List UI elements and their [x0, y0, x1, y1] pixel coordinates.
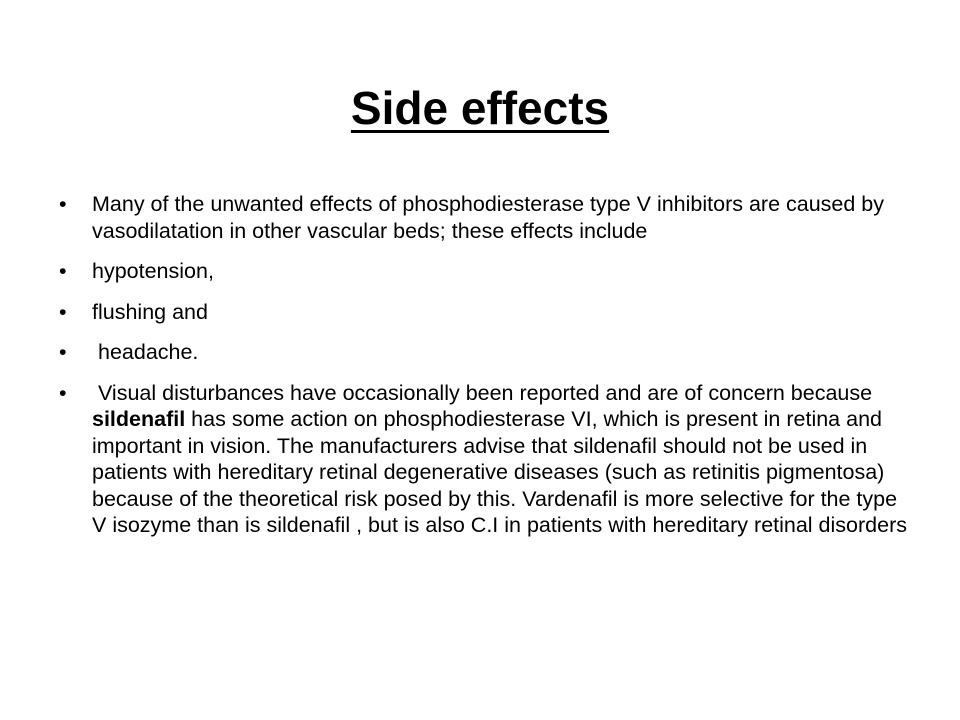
bullet-dot-icon: • [59, 299, 67, 324]
bullet-item [57, 258, 917, 285]
bullet-list [57, 191, 917, 553]
bullet-dot-icon: • [59, 380, 67, 405]
bullet-dot-icon: • [59, 192, 67, 216]
bullet-item [57, 339, 917, 366]
bullet-text-after: has some action on phosphodiesterase VI, which is present in retina and important in vision. The manufacturers advise that sildenafil should not be used in patients with hereditary retinal degenerative diseases (such as retinitis pigmentosa) because of the theoretical risk posed by this. Vardenafil is more selective for the type V isozyme than is sildenafil , but is also C.I in patients with hereditary retinal disorders [92, 407, 907, 537]
bullet-item [57, 380, 917, 539]
slide-title-text: Side effects [350, 82, 610, 134]
bullet-text: flushing and [92, 299, 208, 324]
bullet-bold-term: sildenafil [92, 407, 186, 431]
bullet-text: hypotension, [92, 259, 214, 283]
bullet-dot-icon: • [59, 340, 67, 364]
slide-title [0, 78, 960, 138]
bullet-item [57, 299, 917, 326]
bullet-text: Many of the unwanted effects of phosphodiesterase type V inhibitors are caused by vasodilatation in other vascular beds; these effects include [92, 192, 890, 243]
bullet-text-mixed [92, 381, 907, 538]
bullet-item [57, 191, 917, 244]
bullet-text: headache. [92, 340, 199, 364]
bullet-dot-icon: • [59, 259, 67, 283]
bullet-text-before: Visual disturbances have occasionally been reported and are of concern because [92, 380, 879, 405]
